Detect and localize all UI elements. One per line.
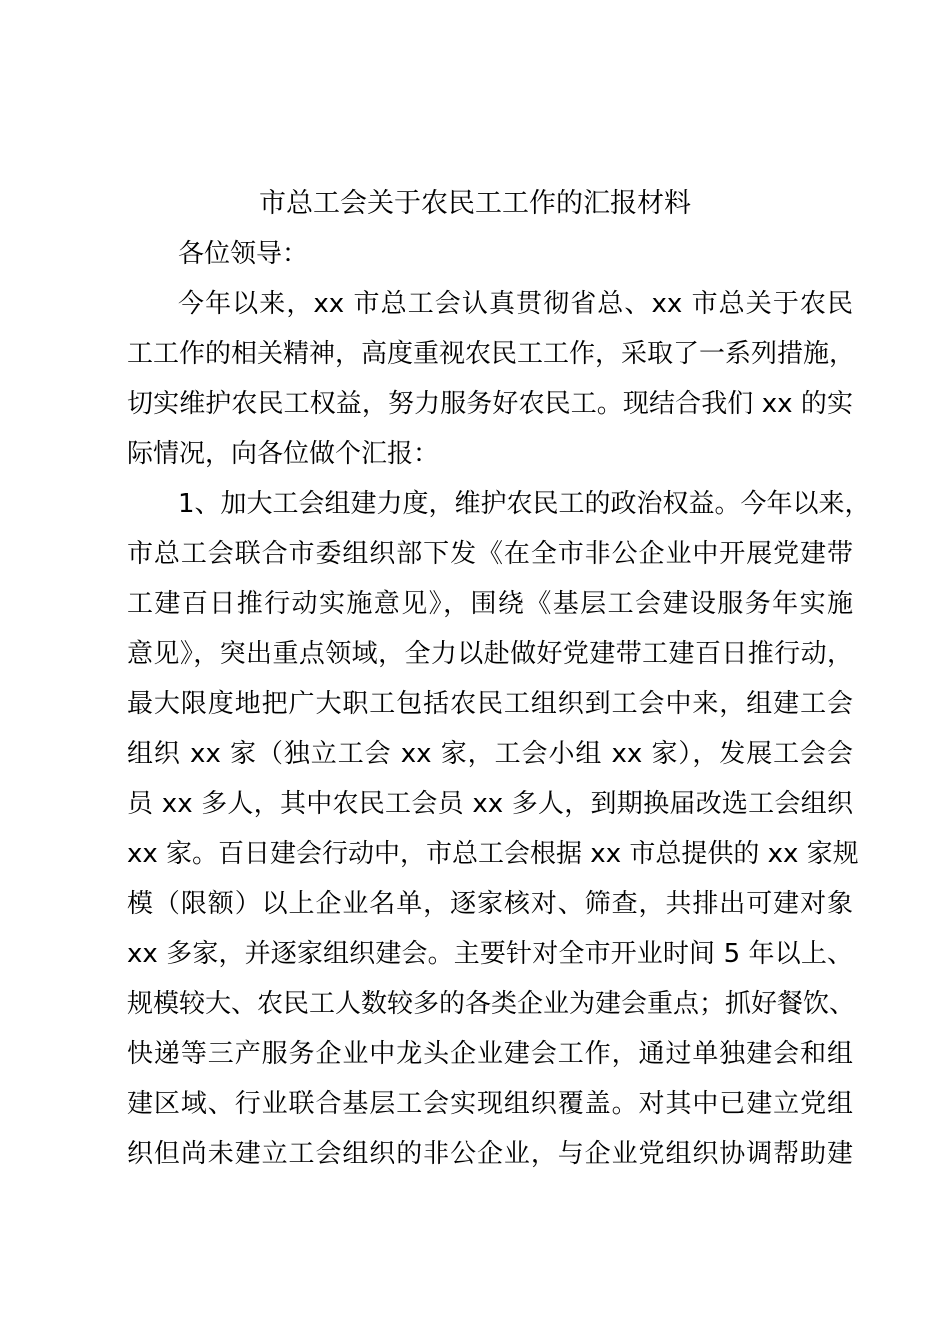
paragraph-2-line: 最大限度地把广大职工包括农民工组织到工会中来，组建工会 bbox=[127, 689, 853, 719]
paragraph-2-line: 模（限额）以上企业名单，逐家核对、筛查，共排出可建对象 bbox=[127, 889, 853, 919]
paragraph-2-line: 1、加大工会组建力度，维护农民工的政治权益。今年以来， bbox=[178, 489, 871, 519]
paragraph-2-line: 意见》，突出重点领域，全力以赴做好党建带工建百日推行动， bbox=[127, 639, 853, 669]
greeting: 各位领导： bbox=[178, 239, 309, 269]
paragraph-1-line: 际情况，向各位做个汇报： bbox=[127, 439, 440, 469]
paragraph-2-line: 工建百日推行动实施意见》，围绕《基层工会建设服务年实施 bbox=[127, 589, 853, 619]
paragraph-2-line: 建区域、行业联合基层工会实现组织覆盖。对其中已建立党组 bbox=[127, 1089, 853, 1119]
paragraph-2-line: 织但尚未建立工会组织的非公企业，与企业党组织协调帮助建 bbox=[127, 1139, 853, 1169]
paragraph-2-line: 组织 xx 家（独立工会 xx 家，工会小组 xx 家），发展工会会 bbox=[127, 739, 853, 769]
paragraph-2-line: xx 多家，并逐家组织建会。主要针对全市开业时间 5 年以上、 bbox=[127, 939, 853, 969]
paragraph-2-line: 市总工会联合市委组织部下发《在全市非公企业中开展党建带 bbox=[127, 539, 853, 569]
paragraph-1-line: 工工作的相关精神，高度重视农民工工作，采取了一系列措施， bbox=[127, 339, 856, 369]
paragraph-2-line: 员 xx 多人，其中农民工会员 xx 多人，到期换届改选工会组织 bbox=[127, 789, 853, 819]
paragraph-1-line: 今年以来，xx 市总工会认真贯彻省总、xx 市总关于农民 bbox=[178, 289, 853, 319]
paragraph-1-line: 切实维护农民工权益，努力服务好农民工。现结合我们 xx 的实 bbox=[127, 389, 853, 419]
document-title: 市总工会关于农民工工作的汇报材料 bbox=[259, 188, 691, 219]
paragraph-2-line: 快递等三产服务企业中龙头企业建会工作，通过单独建会和组 bbox=[127, 1039, 853, 1069]
paragraph-2-line: xx 家。百日建会行动中，市总工会根据 xx 市总提供的 xx 家规 bbox=[127, 839, 859, 869]
paragraph-2-line: 规模较大、农民工人数较多的各类企业为建会重点；抓好餐饮、 bbox=[127, 989, 856, 1019]
